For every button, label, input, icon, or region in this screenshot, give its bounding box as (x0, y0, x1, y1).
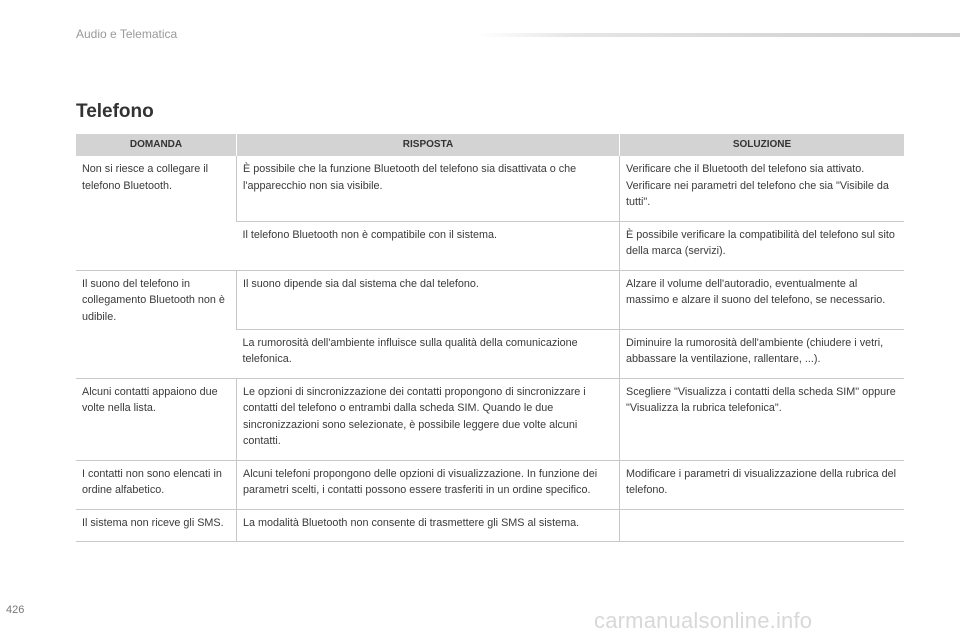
section-title: Telefono (76, 101, 154, 122)
answer-cell: È possibile che la funzione Bluetooth del telefono sia disattivata o che l'apparecchio non sia visibile. (237, 156, 620, 221)
question-cell: Non si riesce a collegare il telefono Bluetooth. (82, 163, 209, 192)
page-number: 426 (6, 604, 25, 616)
question-cell: I contatti non sono elencati in ordine alfabetico. (76, 460, 237, 509)
question-cell: Il suono del telefono in collegamento Bluetooth non è udibile. (76, 270, 237, 378)
answer-cell: Le opzioni di sincronizzazione dei contatti propongono di sincronizzare i contatti del telefono o entrambi dalla scheda SIM. Quando le due sincronizzazioni sono selezionate, è possibile leggere due volte alcuni contatti. (237, 378, 620, 460)
answer-cell: Alcuni telefoni propongono delle opzioni di visualizzazione. In funzione dei parametri scelti, i contatti possono essere trasferiti in un ordine specifico. (237, 460, 620, 509)
answer-cell: Il suono dipende sia dal sistema che dal telefono. (237, 270, 620, 329)
answer-cell: La rumorosità dell'ambiente influisce sulla qualità della comunicazione telefonica. (237, 329, 620, 378)
column-header-answer: RISPOSTA (237, 134, 620, 156)
table-row (76, 378, 904, 460)
table-row (76, 509, 904, 542)
table-row (76, 156, 904, 221)
running-header: Audio e Telematica (76, 27, 178, 41)
table-row (76, 460, 904, 509)
question-cell: Alcuni contatti appaiono due volte nella lista. (76, 378, 237, 460)
table-row (76, 270, 904, 329)
solution-cell (620, 156, 905, 221)
solution-cell: Scegliere "Visualizza i contatti della scheda SIM" oppure "Visualizza la rubrica telefonica". (620, 378, 905, 460)
solution-cell: È possibile verificare la compatibilità del telefono sul sito della marca (servizi). (620, 221, 905, 270)
column-header-question: DOMANDA (76, 134, 237, 156)
watermark: carmanualsonline.info (594, 608, 813, 633)
solution-cell (620, 509, 905, 542)
solution-cell: Diminuire la rumorosità dell'ambiente (chiudere i vetri, abbassare la ventilazione, rallentare, ...). (620, 329, 905, 378)
solution-text: Verificare che il Bluetooth del telefono sia attivato. (626, 163, 865, 175)
answer-cell: La modalità Bluetooth non consente di trasmettere gli SMS al sistema. (237, 509, 620, 542)
troubleshooting-table (76, 134, 904, 542)
table-header-row (76, 134, 904, 156)
solution-text: Verificare nei parametri del telefono che sia "Visibile da tutti". (626, 179, 889, 208)
header-decorative-bar (478, 33, 960, 37)
answer-cell: Il telefono Bluetooth non è compatibile con il sistema. (237, 221, 620, 270)
column-header-solution: SOLUZIONE (620, 134, 905, 156)
solution-cell: Alzare il volume dell'autoradio, eventualmente al massimo e alzare il suono del telefono, se necessario. (620, 270, 905, 329)
solution-cell: Modificare i parametri di visualizzazione della rubrica del telefono. (620, 460, 905, 509)
question-cell: Il sistema non riceve gli SMS. (76, 509, 237, 542)
